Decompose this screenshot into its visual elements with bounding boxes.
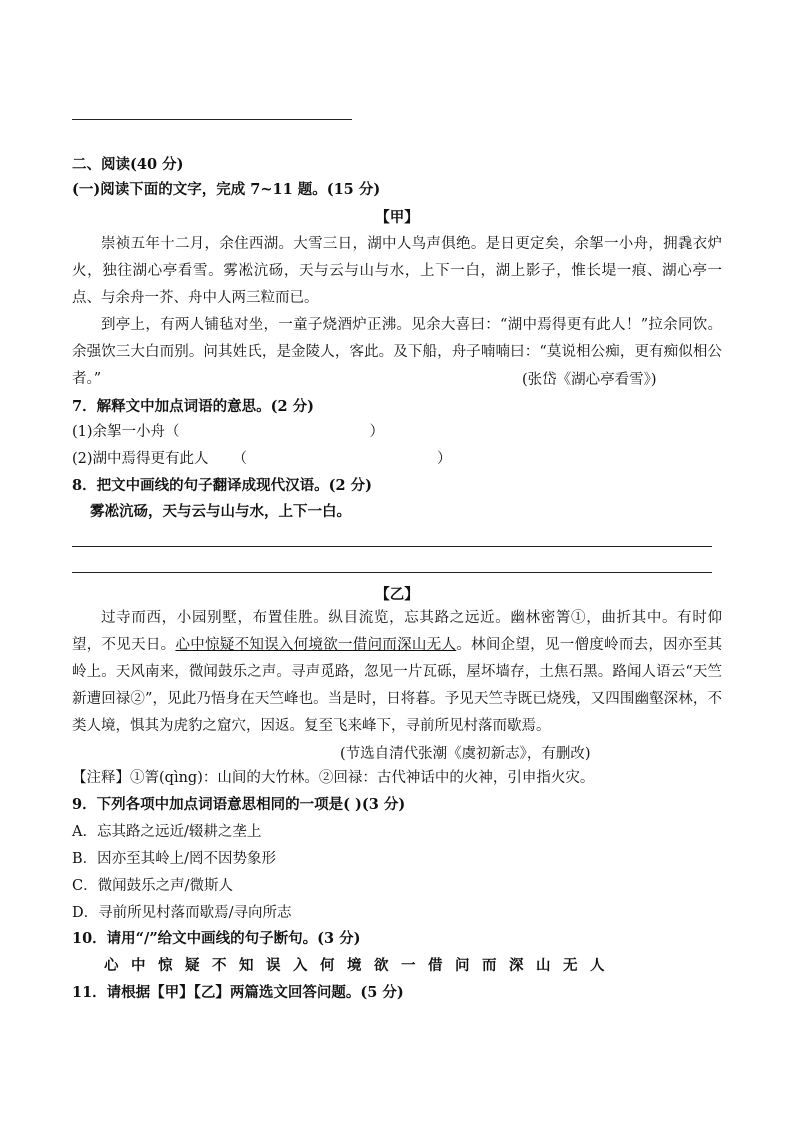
text-b-before: 过寺而西，小园别墅，布置佳胜。纵目流览，忘其路之远近。幽林密箐①，曲折其中。有时仰望，不见天日。 (72, 610, 722, 653)
question-7-item-2-text: (2)湖中焉得更有此人 (72, 451, 209, 467)
text-a-source: (张岱《湖心亭看雪》) (522, 372, 657, 388)
question-7-item-1 (72, 422, 384, 442)
question-9-option-b: B．因亦至其岭上/罔不因势象形 (72, 851, 277, 867)
text-b-source: (节选自清代张潮《虞初新志》，有删改) (340, 746, 591, 762)
question-7-item-1-text: (1)余挐一小舟（ (72, 424, 180, 440)
answer-line-top (72, 119, 352, 120)
question-11-title: 11．请根据【甲】【乙】两篇选文回答问题。(5 分) (72, 984, 404, 1001)
section-title: 二、阅读(40 分) (72, 156, 184, 173)
question-7-item-2-open: （ (232, 451, 248, 467)
question-10-sentence: 心中惊疑不知误入何境欲一借问而深山无人 (104, 957, 617, 974)
question-8-sentence: 雾凇沆砀，天与云与山与水，上下一白。 (90, 503, 351, 520)
text-b-paragraph-1 (72, 605, 722, 740)
subsection-title: (一)阅读下面的文字，完成 7~11 题。(15 分) (72, 181, 381, 198)
question-7-item-2 (72, 449, 452, 469)
question-9-option-a: A．忘其路之远近/辍耕之垄上 (72, 824, 262, 840)
answer-line-1[interactable] (72, 546, 712, 547)
text-a-title: 【甲】 (375, 209, 419, 226)
text-b-underlined-sentence: 心中惊疑不知误入何境欲一借问而深山无人 (175, 637, 457, 653)
question-9-option-c: C．微闻鼓乐之声/微斯人 (72, 878, 233, 894)
question-8-title: 8．把文中画线的句子翻译成现代汉语。(2 分) (72, 477, 372, 494)
text-b-passage (72, 605, 722, 740)
question-7-item-1-close: ） (369, 424, 385, 440)
text-b-after: 。林间企望，见一僧度岭而去，因亦至其岭上。天风南来，微闻鼓乐之声。寻声觅路，忽见一片瓦砾，屋坏墙存，土焦石黑。路闻人语云“天竺新遭回禄②”，见此乃悟身在天竺峰也。当是时，日将暮。予见天竺寺既已烧残，又四围幽壑深林，不类人境，惧其为虎豹之窟穴，因返。复至飞来峰下，寻前所见村落而歇焉。 (72, 637, 723, 734)
question-9-title: 9．下列各项中加点词语意思相同的一项是( )(3 分) (72, 796, 406, 813)
text-a-paragraph-2: 到亭上，有两人铺毡对坐，一童子烧酒炉正沸。见余大喜曰：“湖中焉得更有此人！”拉余同饮。余强饮三大白而别。问其姓氏，是金陵人，客此。及下船，舟子喃喃曰：“莫说相公痴，更有痴似相公者。” (72, 317, 722, 387)
question-9-option-d: D．寻前所见村落而歇焉/寻向所志 (72, 905, 292, 921)
question-7-item-2-close: ） (437, 451, 452, 467)
annotation-note: 【注释】①箐(qìng)：山间的大竹林。②回禄：古代神话中的火神，引申指火灾。 (72, 770, 595, 786)
question-10-title: 10．请用“/”给文中画线的句子断句。(3 分) (72, 930, 361, 947)
answer-line-2[interactable] (72, 572, 712, 573)
text-b-title: 【乙】 (375, 586, 419, 603)
text-a-paragraph-1: 崇祯五年十二月，余住西湖。大雪三日，湖中人鸟声俱绝。是日更定矣，余挐一小舟，拥毳衣炉火，独往湖心亭看雪。雾凇沆砀，天与云与山与水，上下一白，湖上影子，惟长堤一痕、湖心亭一点、与余舟一芥、舟中人两三粒而已。 (72, 236, 722, 306)
question-7-title: 7．解释文中加点词语的意思。(2 分) (72, 398, 314, 415)
